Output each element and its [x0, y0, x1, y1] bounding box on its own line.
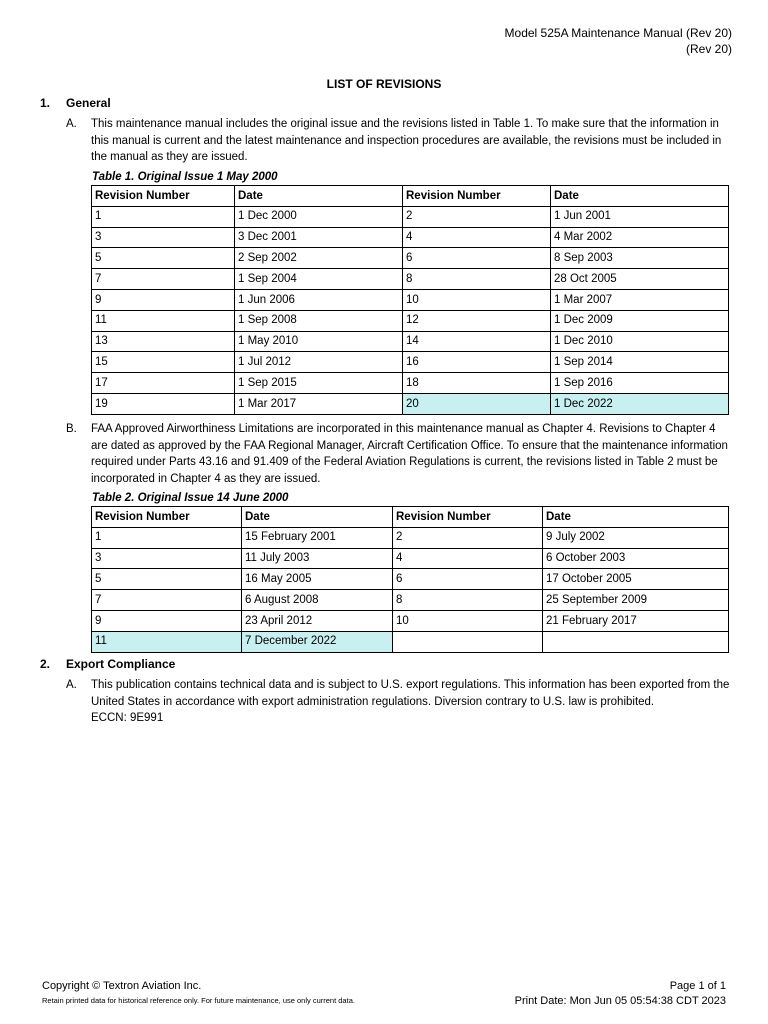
table-2-row [92, 610, 729, 631]
print-date: Print Date: Mon Jun 05 05:54:38 CDT 2023 [514, 995, 726, 1007]
table-1-cell: 9 [92, 289, 235, 310]
table-1-cell: 1 Dec 2009 [551, 310, 729, 331]
table-1-row [92, 310, 729, 331]
section-2-title: Export Compliance [66, 657, 176, 671]
table-2-caption: Table 2. Original Issue 14 June 2000 [92, 492, 289, 504]
table-1-cell: 1 Sep 2015 [235, 373, 403, 394]
table-1-cell: 8 Sep 2003 [551, 248, 729, 269]
table-1-cell: 8 [403, 269, 551, 290]
table-2-header-cell: Date [242, 507, 393, 528]
table-2-cell: 6 August 2008 [242, 590, 393, 611]
eccn-code: ECCN: 9E991 [91, 712, 164, 724]
section-2-para-a-text: This publication contains technical data and is subject to U.S. export regulations. This information has been exported from the United States in accordance with export administration regulations. Diversion contrary to U.S. law is prohibited. [91, 679, 730, 708]
page-title: LIST OF REVISIONS [326, 77, 442, 91]
table-2-row [92, 569, 729, 590]
table-1-cell: 1 [92, 206, 235, 227]
section-1-para-a-letter: A. [66, 118, 77, 130]
table-1-cell: 1 Mar 2007 [551, 289, 729, 310]
table-1-header-row [92, 186, 729, 207]
table-1-cell: 1 May 2010 [235, 331, 403, 352]
table-1-cell: 13 [92, 331, 235, 352]
table-1-cell: 2 [403, 206, 551, 227]
table-2-cell: 2 [393, 527, 543, 548]
table-1-header-cell: Date [235, 186, 403, 207]
table-1-cell: 4 [403, 227, 551, 248]
table-2-cell: 16 May 2005 [242, 569, 393, 590]
table-1-cell: 4 Mar 2002 [551, 227, 729, 248]
table-1-cell: 10 [403, 289, 551, 310]
table-1-cell: 1 Jun 2001 [551, 206, 729, 227]
table-1-row [92, 206, 729, 227]
table-2-cell [393, 631, 543, 652]
table-1-cell: 1 Sep 2004 [235, 269, 403, 290]
manual-header-revision: (Rev 20) [685, 42, 732, 56]
table-2-cell: 11 [92, 631, 242, 652]
table-1-cell: 12 [403, 310, 551, 331]
copyright-notice: Copyright © Textron Aviation Inc. [42, 980, 202, 992]
table-1-row [92, 227, 729, 248]
table-1-row [92, 289, 729, 310]
table-1-cell: 1 Dec 2022 [551, 393, 729, 414]
table-2-row [92, 527, 729, 548]
manual-header-title: Model 525A Maintenance Manual (Rev 20) [504, 26, 732, 40]
table-1-cell: 1 Jul 2012 [235, 352, 403, 373]
section-2-para-a [91, 677, 731, 727]
table-1-header-cell: Revision Number [92, 186, 235, 207]
table-2-cell: 10 [393, 610, 543, 631]
table-1-cell: 1 Mar 2017 [235, 393, 403, 414]
table-2-cell: 15 February 2001 [242, 527, 393, 548]
table-2-cell [543, 631, 729, 652]
section-1-title: General [66, 96, 111, 110]
table-2-cell: 4 [393, 548, 543, 569]
table-1-cell: 11 [92, 310, 235, 331]
table-2-cell: 9 July 2002 [543, 527, 729, 548]
page-number: Page 1 of 1 [669, 980, 726, 992]
table-2-cell: 5 [92, 569, 242, 590]
table-1-row [92, 373, 729, 394]
table-2-cell: 6 October 2003 [543, 548, 729, 569]
table-1-header-cell: Revision Number [403, 186, 551, 207]
table-2-row [92, 590, 729, 611]
table-2-cell: 23 April 2012 [242, 610, 393, 631]
section-2-para-a-letter: A. [66, 679, 77, 691]
table-2-header-cell: Revision Number [92, 507, 242, 528]
table-2-cell: 21 February 2017 [543, 610, 729, 631]
table-1-cell: 1 Sep 2016 [551, 373, 729, 394]
table-1-cell: 1 Sep 2008 [235, 310, 403, 331]
table-1-cell: 16 [403, 352, 551, 373]
table-2-cell: 7 [92, 590, 242, 611]
table-1-cell: 15 [92, 352, 235, 373]
table-2-cell: 11 July 2003 [242, 548, 393, 569]
table-1-cell: 7 [92, 269, 235, 290]
table-1-row [92, 269, 729, 290]
table-1-row [92, 393, 729, 414]
table-1-caption: Table 1. Original Issue 1 May 2000 [92, 171, 278, 183]
table-2-row [92, 548, 729, 569]
table-1-row [92, 331, 729, 352]
table-1-row [92, 352, 729, 373]
table-2-header-cell: Date [543, 507, 729, 528]
table-1-cell: 18 [403, 373, 551, 394]
table-2-cell: 1 [92, 527, 242, 548]
table-1-cell: 6 [403, 248, 551, 269]
table-2-cell: 25 September 2009 [543, 590, 729, 611]
table-2-row [92, 631, 729, 652]
table-1-cell: 5 [92, 248, 235, 269]
section-1-para-a-text: This maintenance manual includes the original issue and the revisions listed in Table 1. To make sure that the information in this manual is current and the latest maintenance and inspection procedures are available, the revisions must be included in the manual as they are issued. [91, 118, 722, 163]
section-1-para-b-text: FAA Approved Airworthiness Limitations are incorporated in this maintenance manual as Chapter 4. Revisions to Chapter 4 are dated as approved by the FAA Regional Manager, Aircraft Certification Office. To ensure that the maintenance information required under Parts 43.16 and 91.409 of the Federal Aviation Regulations is current, the revisions listed in Table 2 must be incorporated in Chapter 4 as they are issued. [91, 423, 728, 485]
table-2-cell: 17 October 2005 [543, 569, 729, 590]
table-1-row [92, 248, 729, 269]
table-1-cell: 3 Dec 2001 [235, 227, 403, 248]
section-2-number: 2. [40, 657, 51, 671]
table-1-cell: 1 Dec 2000 [235, 206, 403, 227]
table-2-cell: 7 December 2022 [242, 631, 393, 652]
table-1-cell: 3 [92, 227, 235, 248]
table-1-cell: 14 [403, 331, 551, 352]
table-1-cell: 1 Sep 2014 [551, 352, 729, 373]
table-1-cell: 20 [403, 393, 551, 414]
table-2 [91, 506, 729, 653]
table-2-cell: 8 [393, 590, 543, 611]
table-1-cell: 1 Jun 2006 [235, 289, 403, 310]
table-1-cell: 17 [92, 373, 235, 394]
section-1-number: 1. [40, 96, 51, 110]
section-1-para-b-letter: B. [66, 423, 77, 435]
table-2-header-row [92, 507, 729, 528]
table-1-header-cell: Date [551, 186, 729, 207]
table-1-cell: 2 Sep 2002 [235, 248, 403, 269]
table-1 [91, 185, 729, 415]
table-2-cell: 9 [92, 610, 242, 631]
table-2-cell: 3 [92, 548, 242, 569]
table-1-cell: 28 Oct 2005 [551, 269, 729, 290]
table-1-cell: 1 Dec 2010 [551, 331, 729, 352]
table-1-cell: 19 [92, 393, 235, 414]
table-2-cell: 6 [393, 569, 543, 590]
retain-notice: Retain printed data for historical reference only. For future maintenance, use only current data. [42, 996, 355, 1005]
table-2-header-cell: Revision Number [393, 507, 543, 528]
